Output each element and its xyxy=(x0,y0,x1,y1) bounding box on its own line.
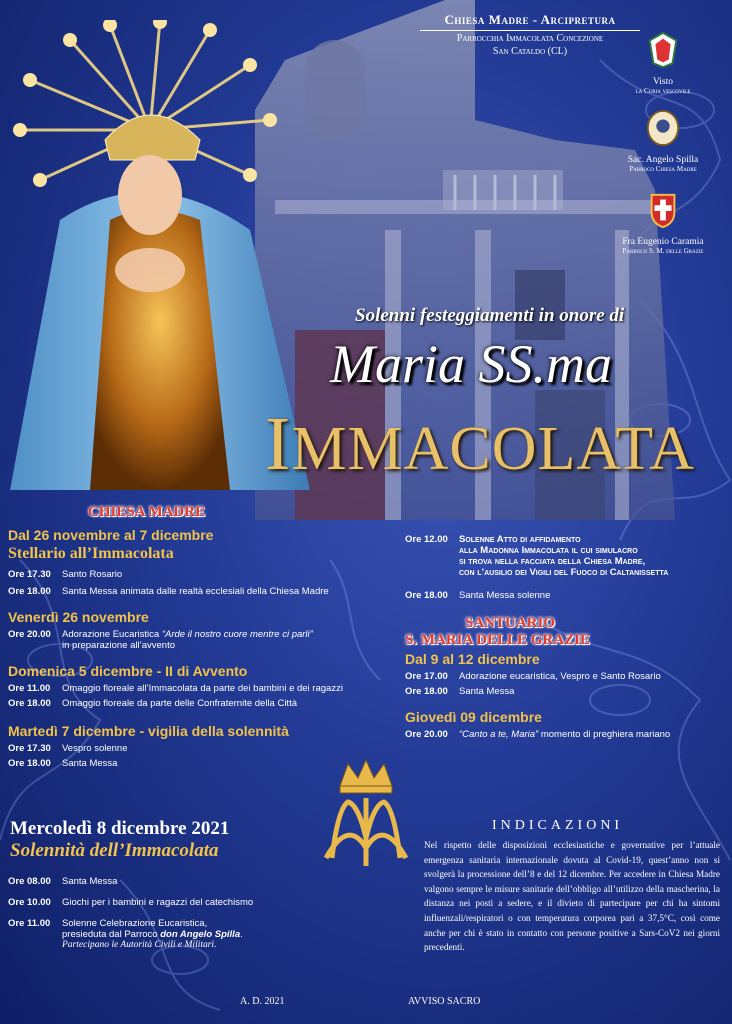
schedule-time: Ore 18.00 xyxy=(8,586,51,597)
schedule-row xyxy=(8,683,398,694)
presided-name: don Angelo Spilla xyxy=(160,929,241,940)
seal-chiesa-madre xyxy=(608,108,718,173)
schedule-text: Santa Messa animata dalle realtà ecclesiali della Chiesa Madre xyxy=(62,586,329,597)
chiesa-madre-program xyxy=(8,504,398,769)
right-program xyxy=(405,534,725,740)
schedule-text: Vespro solenne xyxy=(62,743,128,754)
schedule-time: Ore 18.00 xyxy=(405,590,448,601)
title-immacolata xyxy=(265,401,695,488)
schedule-row xyxy=(8,569,398,580)
schedule-row xyxy=(405,729,725,740)
schedule-time: Ore 10.00 xyxy=(8,897,51,908)
affidamento-line: Solenne Atto di affidamento xyxy=(459,534,581,545)
schedule-row xyxy=(405,686,725,697)
bishop-coat-of-arms-icon xyxy=(644,30,682,70)
schedule-note: presieduta dal Parroco don Angelo Spilla. xyxy=(62,929,243,940)
schedule-row xyxy=(8,586,398,597)
schedule-time: Ore 20.00 xyxy=(405,729,448,740)
header-line1: Chiesa Madre - Arcipretura xyxy=(420,12,640,31)
mercoledi-title: Mercoledì 8 dicembre 2021 xyxy=(10,818,230,839)
title-immacolata-initial: I xyxy=(265,402,292,486)
schedule-row xyxy=(8,876,328,887)
seal-role-curia: la Curia vescovile xyxy=(635,87,691,95)
schedule-row xyxy=(405,534,725,545)
seal-role-caramia: Parroco S. M. delle Grazie xyxy=(622,247,704,255)
indicazioni-title: INDICAZIONI xyxy=(492,818,624,833)
schedule-text: Giochi per i bambini e ragazzi del catechismo xyxy=(62,897,254,908)
title-subtitle: Solenni festeggiamenti in onore di xyxy=(355,305,625,326)
seal-santuario xyxy=(608,190,718,255)
martedi-date: Martedì 7 dicembre - vigilia della solennità xyxy=(8,723,289,739)
schedule-row xyxy=(8,918,328,929)
santuario-subheading: S. MARIA DELLE GRAZIE xyxy=(405,632,591,648)
schedule-time: Ore 17.00 xyxy=(405,671,448,682)
seal-name-spilla: Sac. Angelo Spilla xyxy=(627,155,699,165)
affidamento-line: alla Madonna Immacolata il cui simulacro xyxy=(459,545,638,556)
schedule-text: Santa Messa solenne xyxy=(459,590,551,601)
santuario-date: Dal 9 al 12 dicembre xyxy=(405,651,540,667)
schedule-time: Ore 17.30 xyxy=(8,569,51,580)
schedule-text: Solenne Celebrazione Eucaristica, xyxy=(62,918,208,929)
title-maria: Maria SS.ma xyxy=(330,334,612,394)
schedule-time: Ore 12.00 xyxy=(405,534,448,545)
schedule-time: Ore 18.00 xyxy=(8,758,51,769)
schedule-row xyxy=(8,897,328,908)
mercoledi-subtitle: Solennità dell’Immacolata xyxy=(10,840,219,861)
seal-name-curia: Visto xyxy=(652,77,674,87)
schedule-text: momento di preghiera mariano xyxy=(540,729,671,740)
mercoledi-program xyxy=(8,876,328,950)
header-line2: Parrocchia Immacolata Concezione xyxy=(456,33,604,44)
parish-header xyxy=(420,12,640,57)
domenica-date: Domenica 5 dicembre - II di Avvento xyxy=(8,663,248,679)
schedule-text: Adorazione eucaristica, Vespro e Santo Rosario xyxy=(459,671,661,682)
seal-role-spilla: Parroco Chiesa Madre xyxy=(629,165,697,173)
schedule-note: in preparazione all’avvento xyxy=(62,640,176,651)
affidamento-line: si trova nella facciata della Chiesa Madre, xyxy=(459,556,646,567)
footer-notice: AVVISO SACRO xyxy=(408,996,481,1007)
indicazioni-text: Nel rispetto delle disposizioni ecclesiastiche e governative per l’attuale emergenza sanitaria internazionale dovuta al Covid-19, quest’anno non si svolgerà la processione dell’8 e del 12 dicembre. Per accedere in Chiesa Madre valgono sempre le misure sanitarie dell’obbligo all’utilizzo della mascherina, la distanza nei posti a sedere, e il divieto di partecipare per chi ha sintomi influenzali/respiratori o con temperatura corporea pari a 37,5°C, così come anche per chi è stato in contatto con persone positive a Sars-CoV2 nei giorni precedenti. xyxy=(424,840,720,953)
schedule-text: Santo Rosario xyxy=(62,569,123,580)
giovedi-date: Giovedì 09 dicembre xyxy=(405,709,542,725)
schedule-text: Santa Messa xyxy=(62,758,118,769)
schedule-text: Omaggio floreale da parte delle Confraternite della Città xyxy=(62,698,297,709)
cross-shield-icon xyxy=(644,190,682,230)
seal-name-caramia: Fra Eugenio Caramia xyxy=(622,237,704,247)
participate-note: Partecipano le Autorità Civili e Militari. xyxy=(62,940,217,950)
santuario-heading: SANTUARIO xyxy=(465,615,556,631)
schedule-text: Adorazione Eucaristica xyxy=(62,629,160,640)
schedule-text: Santa Messa xyxy=(459,686,515,697)
schedule-text: Omaggio floreale all’Immacolata da parte dei bambini e dei ragazzi xyxy=(62,683,343,694)
schedule-time: Ore 11.00 xyxy=(8,683,51,694)
schedule-quote: “Canto a te, Maria” xyxy=(459,729,539,740)
footer-year: A. D. 2021 xyxy=(240,996,285,1007)
schedule-row xyxy=(405,671,725,682)
mercoledi-heading xyxy=(10,818,229,862)
schedule-text: Santa Messa xyxy=(62,876,118,887)
header-line3: San Cataldo (CL) xyxy=(492,46,568,57)
title-immacolata-rest: MMACOLATA xyxy=(291,415,695,483)
marian-monogram-icon xyxy=(318,758,414,870)
schedule-row xyxy=(8,743,398,754)
schedule-time: Ore 20.00 xyxy=(8,629,51,640)
affidamento-line: con l’ausilio dei Vigili del Fuoco di Caltanissetta xyxy=(459,567,669,578)
schedule-time: Ore 18.00 xyxy=(405,686,448,697)
stellario-date: Dal 26 novembre al 7 dicembre xyxy=(8,527,214,543)
schedule-time: Ore 18.00 xyxy=(8,698,51,709)
parish-seal-icon xyxy=(644,108,682,148)
stellario-title: Stellario all’Immacolata xyxy=(8,545,174,562)
presided-text: presieduta dal Parroco xyxy=(62,929,158,940)
schedule-time: Ore 08.00 xyxy=(8,876,51,887)
schedule-time: Ore 17.30 xyxy=(8,743,51,754)
seal-curia xyxy=(608,30,718,95)
schedule-quote: “Arde il nostro cuore mentre ci parli” xyxy=(161,629,313,640)
schedule-row xyxy=(405,590,725,601)
schedule-row xyxy=(8,698,398,709)
schedule-row xyxy=(8,629,398,640)
schedule-time: Ore 11.00 xyxy=(8,918,51,929)
venerdi-date: Venerdì 26 novembre xyxy=(8,609,149,625)
chiesa-madre-heading: CHIESA MADRE xyxy=(88,504,206,520)
